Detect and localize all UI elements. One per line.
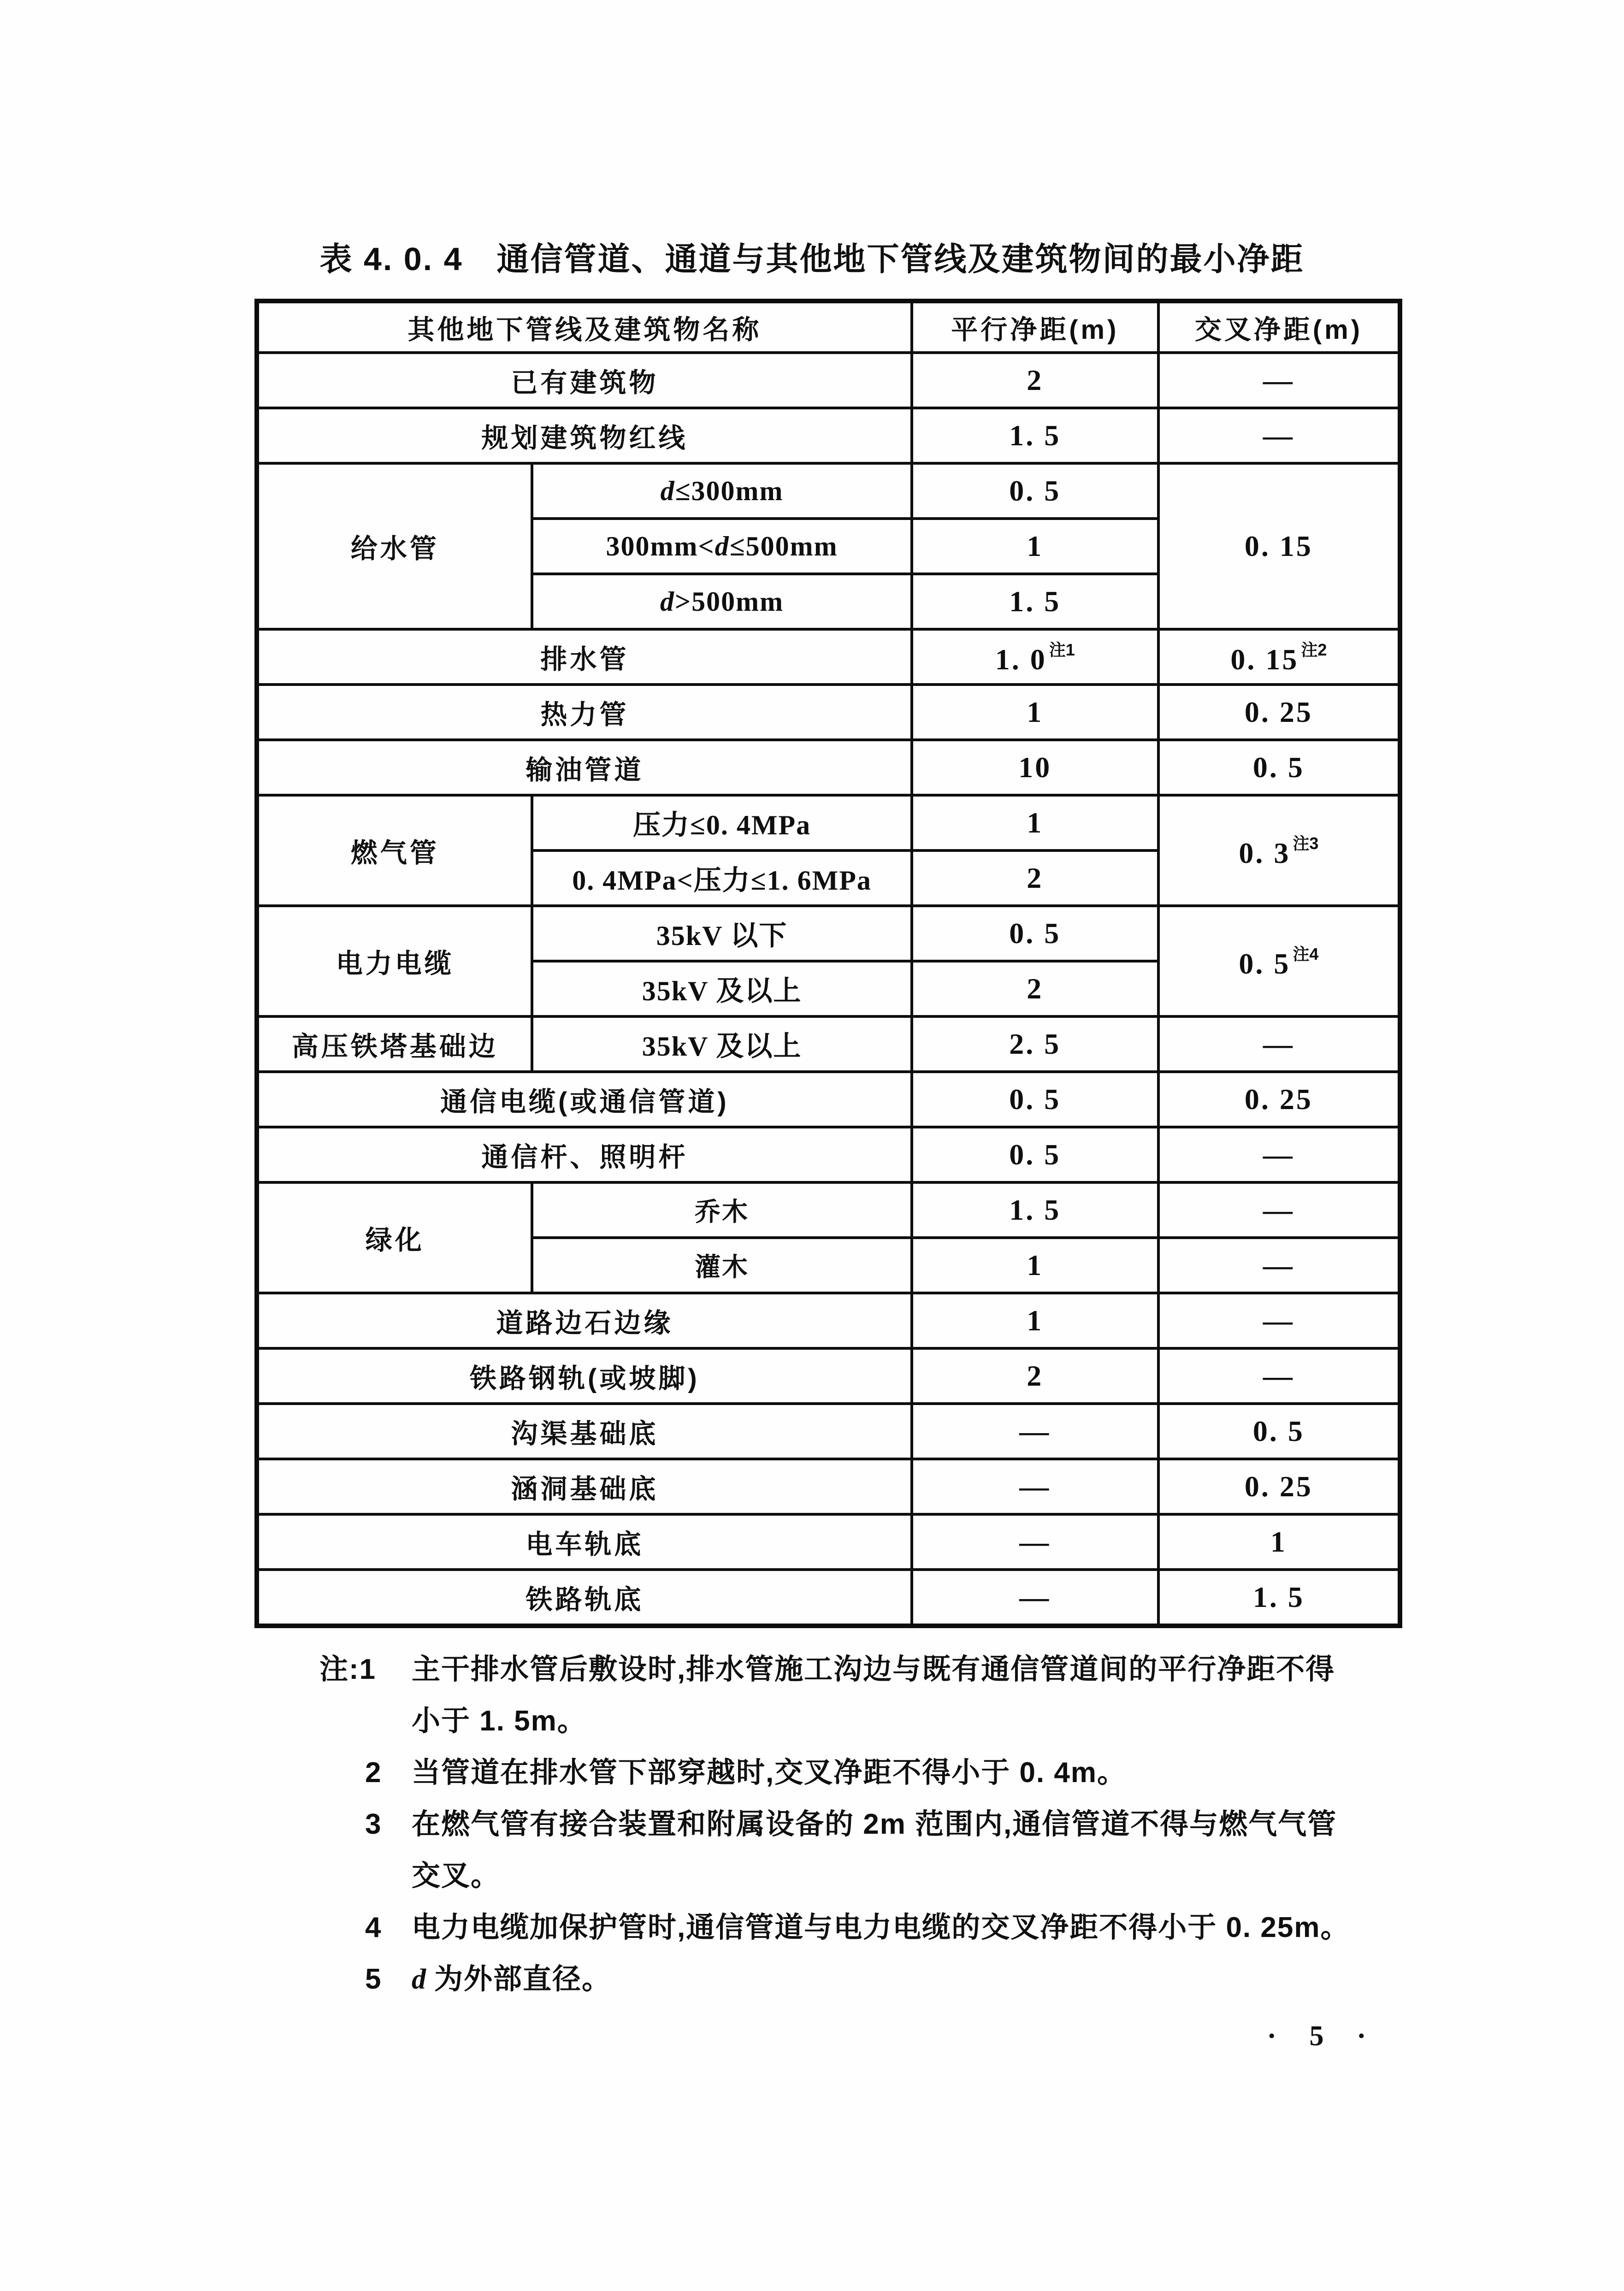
cell-group-greening: 绿化 bbox=[257, 1182, 532, 1293]
cell-cross: 0. 25 bbox=[1158, 685, 1400, 740]
note-item-1 bbox=[319, 1644, 1426, 1747]
cell-name: 道路边石边缘 bbox=[257, 1293, 912, 1348]
cell-parallel: 0. 5 bbox=[912, 1072, 1158, 1127]
note-line: 当管道在排水管下部穿越时,交叉净距不得小于 0. 4m。 bbox=[412, 1757, 1127, 1789]
cell-parallel: — bbox=[912, 1459, 1158, 1514]
diameter-variable: d bbox=[660, 475, 675, 506]
note-item-2 bbox=[319, 1747, 1426, 1799]
cell-name: 规划建筑物红线 bbox=[257, 408, 912, 463]
cell-parallel: 10 bbox=[912, 740, 1158, 795]
table-row-culvert bbox=[257, 1459, 1400, 1514]
header-name: 其他地下管线及建筑物名称 bbox=[257, 301, 912, 353]
cell-sub-gas-low: 压力≤0. 4MPa bbox=[532, 795, 911, 850]
cell-parallel: 2 bbox=[912, 961, 1158, 1016]
table-row-power-cable-1 bbox=[257, 906, 1400, 961]
note-line: 主干排水管后敷设时,排水管施工沟边与既有通信管道间的平行净距不得 bbox=[412, 1653, 1335, 1685]
sub-post: ≤300mm bbox=[675, 475, 784, 506]
cell-sub-tree: 乔木 bbox=[532, 1182, 911, 1238]
cell-sub-above-35kv: 35kV 及以上 bbox=[532, 1016, 911, 1072]
cell-parallel: 0. 5 bbox=[912, 906, 1158, 961]
cell-parallel: 0. 5 bbox=[912, 1127, 1158, 1182]
cell-name: 排水管 bbox=[257, 629, 912, 685]
table-caption: 表 4. 0. 4 通信管道、通道与其他地下管线及建筑物间的最小净距 bbox=[319, 241, 1305, 277]
diameter-variable: d bbox=[715, 531, 730, 561]
note-line: 电力电缆加保护管时,通信管道与电力电缆的交叉净距不得小于 0. 25m。 bbox=[412, 1912, 1350, 1943]
cell-name: 通信杆、照明杆 bbox=[257, 1127, 912, 1182]
cell-parallel: 1 bbox=[912, 1293, 1158, 1348]
table-row-planning-red-line bbox=[257, 408, 1400, 463]
cell-cross: — bbox=[1158, 1293, 1400, 1348]
note-text bbox=[412, 1954, 1426, 2005]
cell-sub-shrub: 灌木 bbox=[532, 1238, 911, 1293]
cell-sub-diameter-large bbox=[532, 574, 911, 629]
footnote-ref: 注1 bbox=[1049, 640, 1075, 659]
cell-sub-below-35kv: 35kV 以下 bbox=[532, 906, 911, 961]
cell-parallel: 2 bbox=[912, 353, 1158, 408]
sub-post: ≤500mm bbox=[729, 531, 838, 561]
footnote-ref: 注4 bbox=[1293, 945, 1319, 963]
cell-parallel: 2. 5 bbox=[912, 1016, 1158, 1072]
cell-cross: 0. 5 bbox=[1158, 740, 1400, 795]
note-label: 2 bbox=[365, 1757, 382, 1789]
value: 0. 3 bbox=[1239, 837, 1291, 869]
cell-parallel: 2 bbox=[912, 1348, 1158, 1404]
cell-sub-diameter-mid bbox=[532, 519, 911, 574]
table-row-comm-cable bbox=[257, 1072, 1400, 1127]
note-label: 3 bbox=[365, 1808, 382, 1840]
note-line: 交叉。 bbox=[412, 1860, 501, 1892]
cell-cross-merged bbox=[1158, 906, 1400, 1016]
cell-name: 输油管道 bbox=[257, 740, 912, 795]
cell-group-water-supply: 给水管 bbox=[257, 463, 532, 629]
footnote-ref: 注3 bbox=[1293, 834, 1319, 853]
cell-parallel: 2 bbox=[912, 850, 1158, 906]
table-row-greening-1 bbox=[257, 1182, 1400, 1238]
note-label: 4 bbox=[365, 1912, 382, 1943]
cell-parallel: 1 bbox=[912, 519, 1158, 574]
note-line bbox=[412, 1954, 1426, 2005]
table-row-heating bbox=[257, 685, 1400, 740]
cell-cross: — bbox=[1158, 1182, 1400, 1238]
cell-cross bbox=[1158, 629, 1400, 685]
cell-name: 电车轨底 bbox=[257, 1514, 912, 1570]
note-item-3 bbox=[319, 1799, 1426, 1902]
table-row-water-supply-1 bbox=[257, 463, 1400, 519]
cell-name: 已有建筑物 bbox=[257, 353, 912, 408]
cell-sub-diameter-small bbox=[532, 463, 911, 519]
note-text bbox=[412, 1644, 1426, 1747]
footnote-ref: 注2 bbox=[1301, 640, 1327, 659]
cell-cross: — bbox=[1158, 353, 1400, 408]
cell-sub-above-35kv: 35kV 及以上 bbox=[532, 961, 911, 1016]
note-text bbox=[412, 1902, 1426, 1954]
note-line-text: 为外部直径。 bbox=[434, 1963, 612, 1995]
cell-group-hv-tower: 高压铁塔基础边 bbox=[257, 1016, 532, 1072]
cell-parallel: — bbox=[912, 1570, 1158, 1626]
cell-parallel bbox=[912, 629, 1158, 685]
cell-parallel: 1. 5 bbox=[912, 574, 1158, 629]
cell-parallel: 1. 5 bbox=[912, 408, 1158, 463]
cell-cross: — bbox=[1158, 1348, 1400, 1404]
cell-cross: — bbox=[1158, 408, 1400, 463]
note-item-5 bbox=[319, 1954, 1426, 2005]
cell-name: 通信电缆(或通信管道) bbox=[257, 1072, 912, 1127]
table-row-railway bbox=[257, 1570, 1400, 1626]
table-row-hv-tower bbox=[257, 1016, 1400, 1072]
table-row-oil-pipeline bbox=[257, 740, 1400, 795]
sub-post: >500mm bbox=[674, 586, 784, 617]
cell-parallel: 1 bbox=[912, 1238, 1158, 1293]
note-text bbox=[412, 1799, 1426, 1902]
table-row-curb bbox=[257, 1293, 1400, 1348]
notes-section bbox=[319, 1644, 1426, 2005]
cell-cross: — bbox=[1158, 1016, 1400, 1072]
cell-name: 涵洞基础底 bbox=[257, 1459, 912, 1514]
table-row-drainage bbox=[257, 629, 1400, 685]
header-parallel-clearance: 平行净距(m) bbox=[912, 301, 1158, 353]
cell-group-power-cable: 电力电缆 bbox=[257, 906, 532, 1016]
diameter-variable: d bbox=[412, 1964, 427, 1995]
header-cross-clearance: 交叉净距(m) bbox=[1158, 301, 1400, 353]
cell-name: 沟渠基础底 bbox=[257, 1404, 912, 1459]
cell-cross: 1. 5 bbox=[1158, 1570, 1400, 1626]
cell-cross: — bbox=[1158, 1238, 1400, 1293]
cell-parallel: 1. 5 bbox=[912, 1182, 1158, 1238]
table-row-existing-building bbox=[257, 353, 1400, 408]
cell-cross-merged bbox=[1158, 795, 1400, 906]
value: 0. 5 bbox=[1239, 947, 1291, 980]
cell-parallel: — bbox=[912, 1404, 1158, 1459]
note-item-4 bbox=[319, 1902, 1426, 1954]
note-text bbox=[412, 1747, 1426, 1799]
cell-parallel: 0. 5 bbox=[912, 463, 1158, 519]
table-row-ditch bbox=[257, 1404, 1400, 1459]
diameter-variable: d bbox=[660, 586, 675, 617]
value: 0. 15 bbox=[1230, 643, 1299, 676]
cell-cross: — bbox=[1158, 1127, 1400, 1182]
note-label: 5 bbox=[365, 1963, 382, 1995]
table-row-rail-track bbox=[257, 1348, 1400, 1404]
sub-pre: 300mm< bbox=[606, 531, 715, 561]
table-row-tram bbox=[257, 1514, 1400, 1570]
note-line: 小于 1. 5m。 bbox=[412, 1705, 587, 1737]
cell-cross: 1 bbox=[1158, 1514, 1400, 1570]
cell-name: 热力管 bbox=[257, 685, 912, 740]
min-clearance-table bbox=[254, 299, 1402, 1628]
cell-cross: 0. 25 bbox=[1158, 1072, 1400, 1127]
cell-group-gas: 燃气管 bbox=[257, 795, 532, 906]
cell-parallel: 1 bbox=[912, 685, 1158, 740]
table-row-gas-1 bbox=[257, 795, 1400, 850]
value: 1. 0 bbox=[995, 643, 1047, 676]
cell-name: 铁路钢轨(或坡脚) bbox=[257, 1348, 912, 1404]
cell-parallel: 1 bbox=[912, 795, 1158, 850]
note-label: 注:1 bbox=[319, 1653, 377, 1685]
table-header-row bbox=[257, 301, 1400, 353]
page-number: · 5 · bbox=[1267, 2020, 1379, 2052]
table-row-comm-pole bbox=[257, 1127, 1400, 1182]
cell-cross: 0. 5 bbox=[1158, 1404, 1400, 1459]
cell-sub-gas-high: 0. 4MPa<压力≤1. 6MPa bbox=[532, 850, 911, 906]
note-line: 在燃气管有接合装置和附属设备的 2m 范围内,通信管道不得与燃气气管 bbox=[412, 1808, 1337, 1840]
cell-parallel: — bbox=[912, 1514, 1158, 1570]
cell-cross-merged: 0. 15 bbox=[1158, 463, 1400, 629]
cell-cross: 0. 25 bbox=[1158, 1459, 1400, 1514]
cell-name: 铁路轨底 bbox=[257, 1570, 912, 1626]
